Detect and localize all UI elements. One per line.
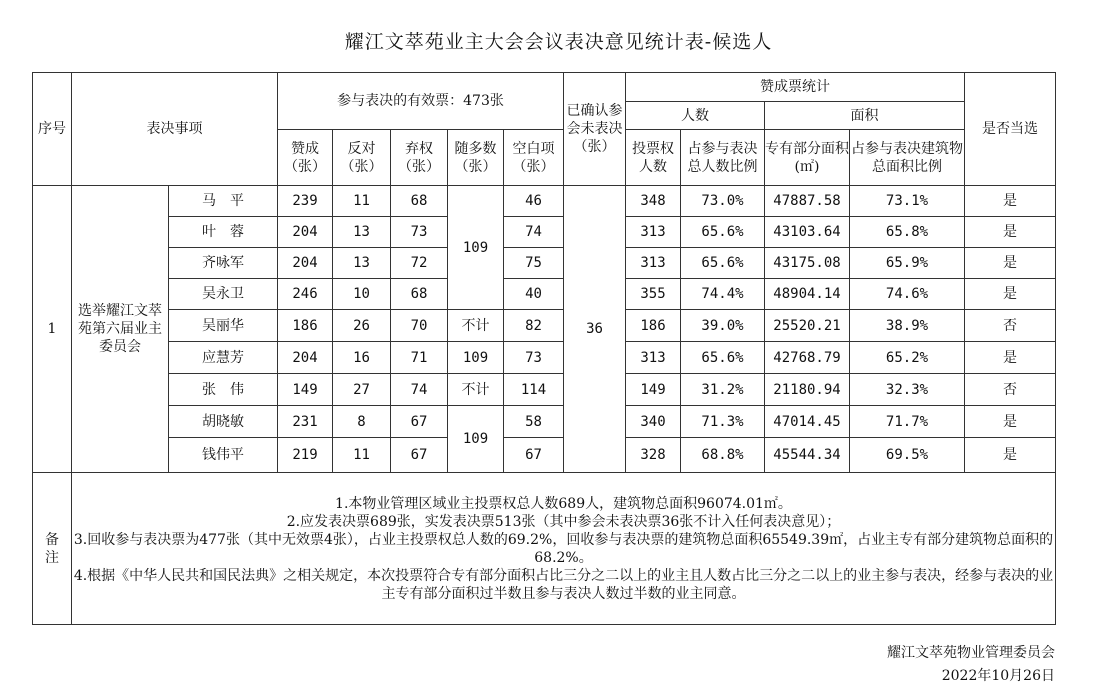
elected-cell: 是: [965, 438, 1056, 473]
col-voters-ratio: 占参与表决总人数比例: [681, 130, 765, 186]
follow-cell: 109: [448, 342, 504, 374]
voters-cell: 355: [626, 279, 681, 310]
col-abstain: 弃权（张）: [391, 130, 448, 186]
notes-row: [33, 473, 1056, 625]
header-area: 面积: [765, 102, 965, 130]
follow-cell: 109: [448, 186, 504, 310]
area-cell: 47887.58: [765, 186, 850, 217]
voters-ratio-cell: 74.4%: [681, 279, 765, 310]
note-2: 2.应发表决票689张，实发表决票513张（其中参会未表决票36张不计入任何表决意见）；: [286, 513, 841, 530]
oppose-cell: 27: [333, 374, 391, 406]
col-area: 专有部分面积(㎡): [765, 130, 850, 186]
follow-cell: 不计: [448, 374, 504, 406]
confirmed-cell: 36: [564, 186, 626, 473]
elected-cell: 是: [965, 406, 1056, 438]
note-1: 1.本物业管理区域业主投票权总人数689人，建筑物总面积96074.01㎡。: [335, 495, 792, 512]
blank-cell: 46: [504, 186, 564, 217]
table-row: [33, 310, 1056, 342]
table-row: [33, 217, 1056, 248]
area-ratio-cell: 65.9%: [850, 248, 965, 279]
voters-cell: 328: [626, 438, 681, 473]
blank-cell: 74: [504, 217, 564, 248]
area-ratio-cell: 71.7%: [850, 406, 965, 438]
table-row: [33, 342, 1056, 374]
oppose-cell: 26: [333, 310, 391, 342]
oppose-cell: 16: [333, 342, 391, 374]
header-people: 人数: [626, 102, 765, 130]
area-ratio-cell: 69.5%: [850, 438, 965, 473]
area-cell: 43103.64: [765, 217, 850, 248]
table-row: [33, 406, 1056, 438]
abstain-cell: 67: [391, 438, 448, 473]
area-ratio-cell: 65.8%: [850, 217, 965, 248]
item-seq: 1: [33, 186, 72, 473]
candidate-name: 钱伟平: [169, 438, 278, 473]
col-voters: 投票权人数: [626, 130, 681, 186]
candidate-name: 吴永卫: [169, 279, 278, 310]
oppose-cell: 11: [333, 186, 391, 217]
voters-cell: 313: [626, 248, 681, 279]
col-area-ratio: 占参与表决建筑物总面积比例: [850, 130, 965, 186]
elected-cell: 是: [965, 186, 1056, 217]
oppose-cell: 13: [333, 217, 391, 248]
area-ratio-cell: 74.6%: [850, 279, 965, 310]
elected-cell: 是: [965, 279, 1056, 310]
blank-cell: 82: [504, 310, 564, 342]
col-blank: 空白项（张）: [504, 130, 564, 186]
note-4: 4.根据《中华人民共和国民法典》之相关规定，本次投票符合专有部分面积占比三分之二以上的业主且人数占比三分之二以上的业主参与表决，经参与表决的业主专有部分面积过半数且参与表决人数过半数的业主同意。: [73, 567, 1054, 602]
voters-cell: 149: [626, 374, 681, 406]
abstain-cell: 70: [391, 310, 448, 342]
follow-cell: 不计: [448, 310, 504, 342]
approve-cell: 239: [278, 186, 333, 217]
col-follow: 随多数（张）: [448, 130, 504, 186]
blank-cell: 67: [504, 438, 564, 473]
voters-cell: 313: [626, 342, 681, 374]
area-cell: 48904.14: [765, 279, 850, 310]
candidate-name: 吴丽华: [169, 310, 278, 342]
approve-cell: 219: [278, 438, 333, 473]
elected-cell: 否: [965, 374, 1056, 406]
page-title: 耀江文萃苑业主大会会议表决意见统计表-候选人: [344, 31, 773, 53]
table-row: [33, 374, 1056, 406]
note-3: 3.回收参与表决票为477张（其中无效票4张），占业主投票权总人数的69.2%，回收参与表决票的建筑物总面积65549.39㎡，占业主专有部分建筑物总面积的68.2%。: [73, 531, 1054, 566]
header-approve-stats: 赞成票统计: [626, 73, 965, 102]
oppose-cell: 8: [333, 406, 391, 438]
voters-ratio-cell: 73.0%: [681, 186, 765, 217]
voters-ratio-cell: 65.6%: [681, 217, 765, 248]
abstain-cell: 71: [391, 342, 448, 374]
voters-cell: 340: [626, 406, 681, 438]
blank-cell: 75: [504, 248, 564, 279]
voters-cell: 313: [626, 217, 681, 248]
voters-ratio-cell: 39.0%: [681, 310, 765, 342]
approve-cell: 204: [278, 248, 333, 279]
abstain-cell: 74: [391, 374, 448, 406]
abstain-cell: 73: [391, 217, 448, 248]
blank-cell: 73: [504, 342, 564, 374]
voters-ratio-cell: 31.2%: [681, 374, 765, 406]
blank-cell: 58: [504, 406, 564, 438]
notes-content: [72, 473, 1056, 625]
oppose-cell: 10: [333, 279, 391, 310]
vote-statistics-table: [32, 72, 1056, 625]
table-row: [33, 248, 1056, 279]
elected-cell: 是: [965, 217, 1056, 248]
abstain-cell: 67: [391, 406, 448, 438]
voters-ratio-cell: 68.8%: [681, 438, 765, 473]
table-row: [33, 279, 1056, 310]
col-oppose: 反对（张）: [333, 130, 391, 186]
header-seq: 序号: [33, 73, 72, 186]
approve-cell: 204: [278, 342, 333, 374]
approve-cell: 246: [278, 279, 333, 310]
area-ratio-cell: 32.3%: [850, 374, 965, 406]
oppose-cell: 13: [333, 248, 391, 279]
candidate-name: 齐咏军: [169, 248, 278, 279]
area-cell: 45544.34: [765, 438, 850, 473]
area-cell: 47014.45: [765, 406, 850, 438]
abstain-cell: 72: [391, 248, 448, 279]
header-elected: 是否当选: [965, 73, 1056, 186]
area-cell: 21180.94: [765, 374, 850, 406]
approve-cell: 149: [278, 374, 333, 406]
area-ratio-cell: 38.9%: [850, 310, 965, 342]
oppose-cell: 11: [333, 438, 391, 473]
table-row: [33, 438, 1056, 473]
elected-cell: 否: [965, 310, 1056, 342]
area-cell: 42768.79: [765, 342, 850, 374]
abstain-cell: 68: [391, 279, 448, 310]
candidate-name: 应慧芳: [169, 342, 278, 374]
blank-cell: 114: [504, 374, 564, 406]
voters-ratio-cell: 71.3%: [681, 406, 765, 438]
follow-cell: 109: [448, 406, 504, 473]
area-ratio-cell: 73.1%: [850, 186, 965, 217]
voters-ratio-cell: 65.6%: [681, 248, 765, 279]
approve-cell: 231: [278, 406, 333, 438]
header-valid-votes: 参与表决的有效票：473张: [278, 73, 564, 130]
approve-cell: 204: [278, 217, 333, 248]
elected-cell: 是: [965, 248, 1056, 279]
elected-cell: 是: [965, 342, 1056, 374]
voters-cell: 186: [626, 310, 681, 342]
header-confirmed: 已确认参会未表决（张）: [564, 73, 626, 186]
table-row: [33, 186, 1056, 217]
area-cell: 43175.08: [765, 248, 850, 279]
footer-organization: 耀江文萃苑物业管理委员会: [887, 645, 1055, 661]
blank-cell: 40: [504, 279, 564, 310]
header-matter: 表决事项: [72, 73, 278, 186]
notes-label: 备注: [33, 473, 72, 625]
abstain-cell: 68: [391, 186, 448, 217]
candidate-name: 马 平: [169, 186, 278, 217]
candidate-name: 叶 蓉: [169, 217, 278, 248]
footer-date: 2022年10月26日: [941, 668, 1055, 684]
area-cell: 25520.21: [765, 310, 850, 342]
candidate-name: 张 伟: [169, 374, 278, 406]
voters-cell: 348: [626, 186, 681, 217]
area-ratio-cell: 65.2%: [850, 342, 965, 374]
candidate-name: 胡晓敏: [169, 406, 278, 438]
col-approve: 赞成（张）: [278, 130, 333, 186]
item-matter: 选举耀江文萃苑第六届业主委员会: [72, 186, 169, 473]
voters-ratio-cell: 65.6%: [681, 342, 765, 374]
approve-cell: 186: [278, 310, 333, 342]
